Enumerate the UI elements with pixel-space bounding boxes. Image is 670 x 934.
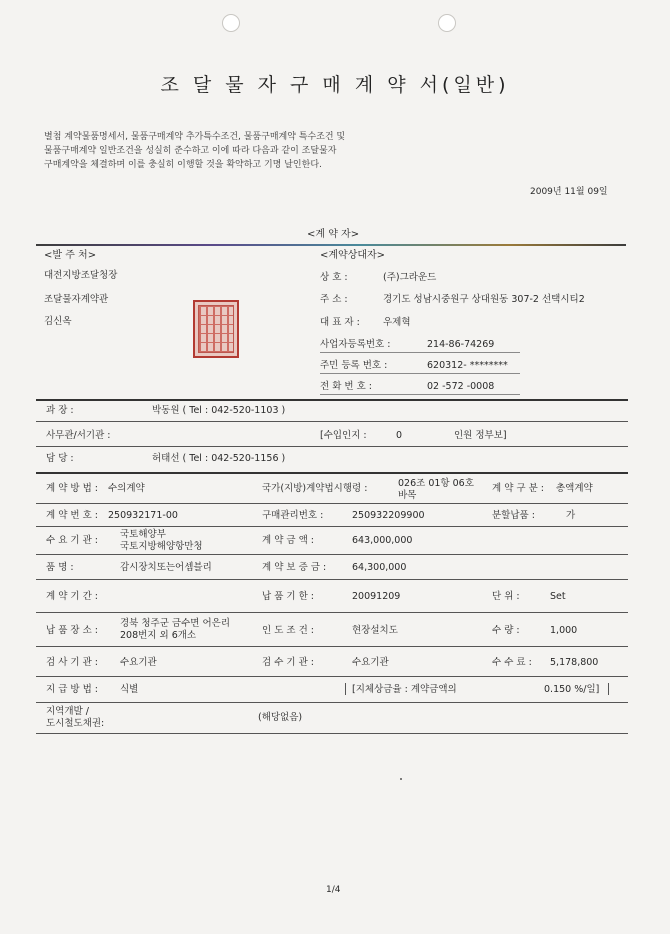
payment-method-label: 지 급 방 법 :	[46, 684, 98, 695]
contract-method-label: 계 약 방 법 :	[46, 483, 98, 494]
officials-rule-2	[36, 446, 628, 447]
inspectors-note: 인원 정부보]	[454, 430, 507, 441]
officials-rule-3	[36, 472, 628, 474]
legal-basis-label: 국가(지방)계약법시행령 :	[262, 483, 368, 494]
details-rule-5	[36, 612, 628, 613]
delivery-place-label: 납 품 장 소 :	[46, 625, 98, 636]
contract-amount-label: 계 약 금 액 :	[262, 535, 314, 546]
delivery-terms-label: 인 도 조 건 :	[262, 625, 314, 636]
regional-label-1: 지역개발 /	[46, 706, 89, 717]
section-chief-value: 박동원 ( Tel : 042-520-1103 )	[152, 405, 286, 416]
page-number: 1/4	[326, 885, 341, 895]
contract-type-value: 총액계약	[556, 483, 593, 494]
supplier-underline-2	[320, 373, 520, 374]
supplier-phone-value: 02 -572 -0008	[427, 381, 495, 392]
split-delivery-value: 가	[566, 510, 576, 521]
details-rule-6	[36, 646, 628, 647]
supplier-underline-3	[320, 394, 520, 395]
supplier-rrn-value: 620312- ********	[427, 360, 508, 371]
payment-method-value: 식별	[120, 684, 139, 695]
details-rule-1	[36, 503, 628, 504]
parties-rule	[36, 244, 626, 246]
quantity-label: 수 량 :	[492, 625, 520, 636]
item-name-label: 품 명 :	[46, 562, 74, 573]
supplier-name-value: (주)그라운드	[383, 272, 437, 283]
contract-no-value: 250932171-00	[108, 510, 178, 521]
acceptance-org-label: 검 수 기 관 :	[262, 657, 314, 668]
demand-org-value-2: 국토지방해양항만청	[120, 541, 203, 552]
supplier-rrn-label: 주민 등록 번호 :	[320, 360, 388, 371]
section-rule-top	[36, 399, 628, 401]
contract-no-label: 계 약 번 호 :	[46, 510, 98, 521]
parties-heading: <계 약 자>	[307, 229, 360, 240]
supplier-ceo-label: 대 표 자 :	[320, 317, 360, 328]
contract-date: 2009년 11월 09일	[530, 187, 608, 197]
regional-value: (해당없음)	[258, 712, 303, 723]
fee-value: 5,178,800	[550, 657, 599, 668]
demand-org-label: 수 요 기 관 :	[46, 535, 98, 546]
official-seal	[193, 300, 239, 358]
penalty-label: [지체상금율 : 계약금액의	[352, 684, 457, 695]
contract-amount-value: 643,000,000	[352, 535, 413, 546]
delivery-place-value-2: 208번지 외 6개소	[120, 630, 197, 641]
supplier-phone-label: 전 화 번 호 :	[320, 381, 372, 392]
supplier-underline-1	[320, 352, 520, 353]
details-rule-2	[36, 526, 628, 527]
demand-org-value-1: 국토해양부	[120, 529, 166, 540]
details-rule-7	[36, 676, 628, 677]
buyer-signatory: 김신옥	[44, 316, 72, 327]
supplier-bizno-label: 사업자등록번호 :	[320, 339, 391, 350]
inspectors-label: [수입인지 :	[320, 430, 367, 441]
item-name-value: 감시장치또는어셈블리	[120, 562, 212, 573]
purchase-no-label: 구매관리번호 :	[262, 510, 324, 521]
punch-hole-right	[438, 14, 456, 32]
legal-basis-value-2: 바목	[398, 490, 417, 501]
contract-period-label: 계 약 기 간 :	[46, 591, 98, 602]
audit-label: 사무관/서기관 :	[46, 430, 111, 441]
fee-label: 수 수 료 :	[492, 657, 532, 668]
guarantee-value: 64,300,000	[352, 562, 407, 573]
penalty-value: 0.150 %/일]	[544, 684, 600, 695]
officer-value: 허태선 ( Tel : 042-520-1156 )	[152, 453, 286, 464]
regional-label-2: 도시철도채권:	[46, 718, 105, 729]
inspection-org-label: 검 사 기 관 :	[46, 657, 98, 668]
punch-hole-left	[222, 14, 240, 32]
contract-type-label: 계 약 구 분 :	[492, 483, 544, 494]
delivery-deadline-label: 납 품 기 한 :	[262, 591, 314, 602]
scan-speck	[400, 778, 402, 780]
purchase-no-value: 250932209900	[352, 510, 425, 521]
inspectors-value: 0	[396, 430, 403, 441]
supplier-address-value: 경기도 성남시중원구 상대원동 307-2 선택시티2	[383, 294, 585, 305]
delivery-terms-value: 현장설치도	[352, 625, 398, 636]
supplier-ceo-value: 우제혁	[383, 317, 411, 328]
buyer-dept: 조달물자계약관	[44, 294, 109, 305]
officer-label: 담 당 :	[46, 453, 74, 464]
unit-value: Set	[550, 591, 566, 602]
details-rule-8	[36, 702, 628, 703]
details-rule-3	[36, 554, 628, 555]
inspection-org-value: 수요기관	[120, 657, 157, 668]
buyer-heading: <발 주 처>	[44, 250, 97, 261]
buyer-org: 대전지방조달청장	[44, 270, 118, 281]
delivery-place-value-1: 경북 청주군 금수면 어은리	[120, 618, 231, 629]
delivery-deadline-value: 20091209	[352, 591, 401, 602]
officials-rule-1	[36, 421, 628, 422]
supplier-address-label: 주 소 :	[320, 294, 348, 305]
legal-basis-value-1: 026조 01항 06호	[398, 478, 474, 489]
supplier-name-label: 상 호 :	[320, 272, 348, 283]
intro-paragraph: 별첨 계약물품명세서, 물품구매계약 추가특수조건, 물품구매계약 특수조건 및 물품구매계약 일반조건을 성실히 준수하고 이에 따라 다음과 같이 조달물자 구매계약을 체결하며 이를 충실히 이행할 것을 확약하고 기명 날인한다.	[44, 132, 346, 170]
supplier-heading: <계약상대자>	[320, 250, 386, 261]
supplier-bizno-value: 214-86-74269	[427, 339, 495, 350]
contract-method-value: 수의계약	[108, 483, 145, 494]
split-delivery-label: 분할납품 :	[492, 510, 535, 521]
guarantee-label: 계 약 보 증 금 :	[262, 562, 327, 573]
details-rule-9	[36, 733, 628, 734]
quantity-value: 1,000	[550, 625, 578, 636]
acceptance-org-value: 수요기관	[352, 657, 389, 668]
document-title: 조 달 물 자 구 매 계 약 서(일반)	[160, 74, 510, 96]
section-chief-label: 과 장 :	[46, 405, 74, 416]
unit-label: 단 위 :	[492, 591, 520, 602]
details-rule-4	[36, 579, 628, 580]
